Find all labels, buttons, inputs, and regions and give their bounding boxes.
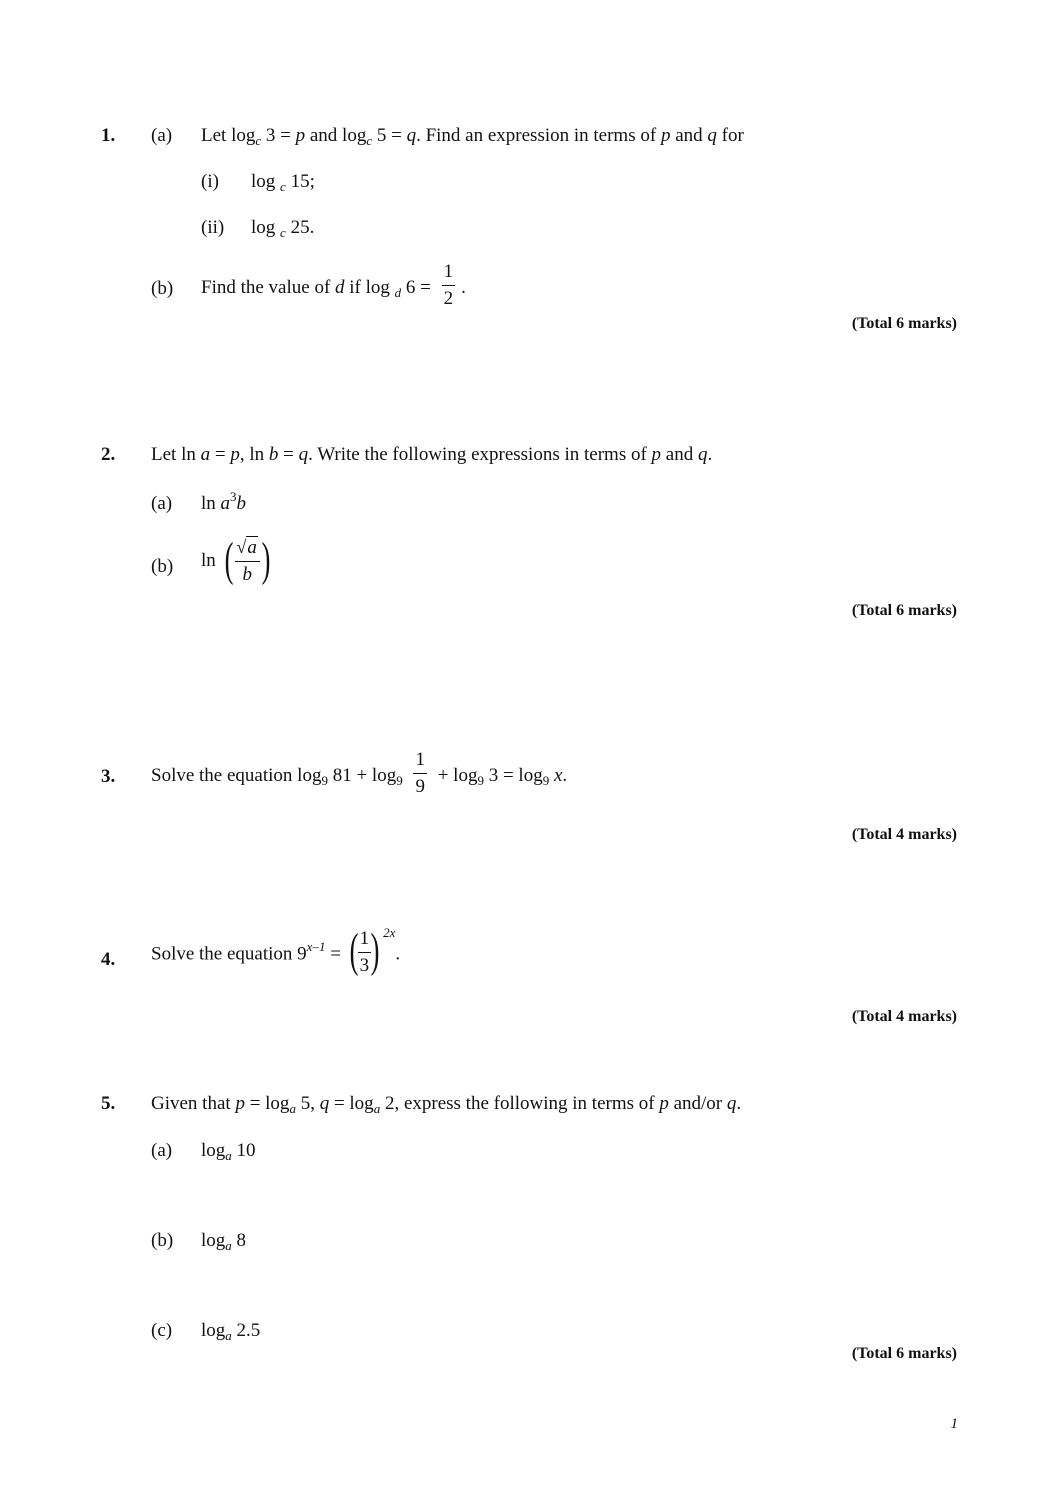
- q5-total-marks: (Total 6 marks): [851, 1345, 957, 1362]
- q5-part-c-label: (c): [151, 1320, 173, 1341]
- q4-fraction: $\frac{1}{3}$: [359, 927, 370, 976]
- q4-total-marks: (Total 4 marks): [851, 1008, 957, 1025]
- question-3-number: 3.: [101, 766, 116, 787]
- q2-stem: Let ln a = p, ln b = q. Write the following expressions in terms of p and q.: [151, 444, 713, 465]
- q2-total-marks: (Total 6 marks): [851, 602, 957, 619]
- q3-stem: Solve the equation $\log_9 81 + \log_9$ $\frac{1}{9}$ + $\log_9 3 = \log_9 x$.: [151, 749, 568, 797]
- q1-part-a-text: Let $\log_c 3 = p$ and $\log_c 5 = q$. Find an expression in terms of p and q for: [201, 125, 744, 148]
- q3-total-marks: (Total 4 marks): [851, 826, 957, 843]
- question-5-number: 5.: [101, 1093, 116, 1114]
- q1-fraction: $\frac{1}{2}$: [443, 261, 454, 309]
- question-1-number: 1.: [101, 125, 116, 146]
- right-paren: ): [261, 533, 271, 586]
- q5-part-a-text: $\log_a 10$: [201, 1140, 256, 1163]
- q2-fraction: $\frac{√a}{b}$: [235, 538, 260, 585]
- q1-subpart-ii-label: (ii): [201, 217, 225, 238]
- q4-stem: Solve the equation $9^{x-1}$ = ( $\frac{1}{3}$ ) $^{2x}$.: [151, 924, 401, 977]
- q1-part-b-text: Find the value of d if log $_d$ 6 = $\frac{1}{2}$ .: [201, 261, 466, 309]
- question-2-number: 2.: [101, 444, 116, 465]
- q2-part-b-text: ln ( $\frac{√a}{b}$ ): [201, 533, 271, 586]
- left-paren: (: [349, 924, 359, 977]
- q2-part-b-label: (b): [151, 556, 174, 577]
- q1-subpart-i-text: log $_c$ 15;: [251, 171, 315, 194]
- right-paren: ): [370, 924, 380, 977]
- q2-part-a-text: $\ln a^3b$: [201, 489, 247, 514]
- q1-part-a-label: (a): [151, 125, 173, 146]
- left-paren: (: [224, 533, 233, 586]
- q5-stem: Given that $p = \log_a 5$, $q = \log_a 2$, express the following in terms of p and/or q.: [151, 1093, 742, 1116]
- q5-part-a-label: (a): [151, 1140, 173, 1161]
- q1-subpart-i-label: (i): [201, 171, 219, 192]
- question-4-number: 4.: [101, 949, 116, 970]
- q5-part-b-text: $\log_a 8$: [201, 1230, 247, 1253]
- q5-part-b-label: (b): [151, 1230, 174, 1251]
- q1-total-marks: (Total 6 marks): [851, 315, 957, 332]
- q3-fraction: $\frac{1}{9}$: [415, 749, 425, 797]
- q1-subpart-ii-text: log $_c$ 25.: [251, 217, 315, 240]
- q5-part-c-text: $\log_a 2.5$: [201, 1320, 261, 1343]
- q1-part-b-label: (b): [151, 278, 174, 299]
- q2-part-a-label: (a): [151, 493, 173, 514]
- page-number: 1: [950, 1416, 958, 1432]
